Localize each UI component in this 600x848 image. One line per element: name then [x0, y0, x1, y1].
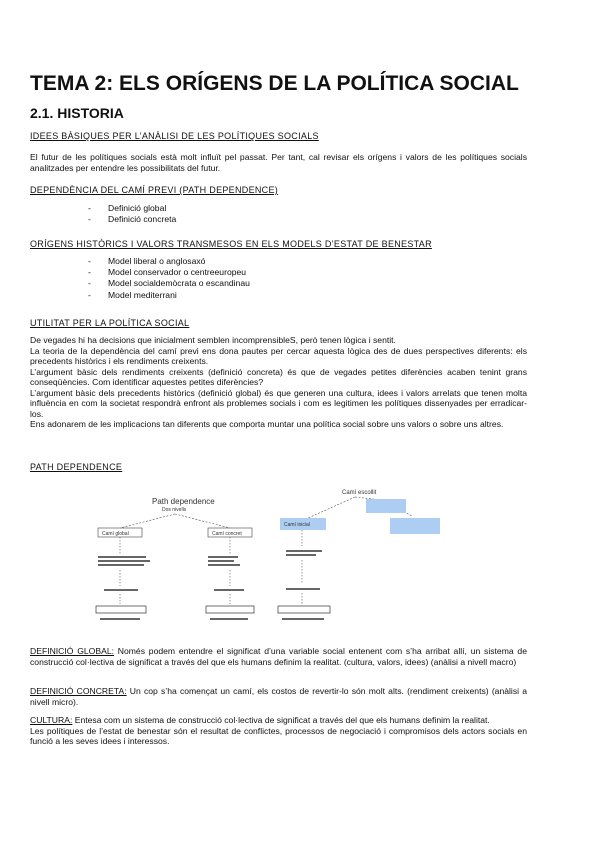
heading-origens-historics: ORÍGENS HISTÒRICS I VALORS TRANSMESOS EN ELS MODELS D’ESTAT DE BENESTAR	[30, 239, 432, 249]
figure-right-box-label: Camí inicial	[284, 522, 310, 528]
paragraph-text: El futur de les polítiques socials està molt influït pel passat. Per tant, cal revisar els orígens i valors de les polítiques socials analitzades per entendre les possibilitats del futur.	[30, 152, 527, 173]
figure-text-block	[100, 618, 140, 620]
list-item: - Definició concreta	[88, 214, 176, 225]
path-dependence-figure	[80, 484, 500, 634]
figure-text-block	[286, 588, 320, 590]
figure-box-bottom	[278, 606, 330, 613]
paragraph-text	[30, 646, 527, 667]
figure-box-global-label: Camí global	[102, 531, 129, 537]
paragraph-definicio-global	[30, 646, 527, 667]
heading-dependencia-cami: DEPENDÈNCIA DEL CAMÍ PREVI (PATH DEPENDENCE)	[30, 185, 279, 195]
paragraph-line: La teoria de la dependència del camí previ ens dona pautes per cercar aquesta lògica des de dues perspectives diferents: els precedents històrics i els rendiments creixents.	[30, 345, 527, 366]
figure-box-bottom	[206, 606, 254, 613]
paragraph-line: Ens adonarem de les implicacions tan diferents que comporta muntar una política social sobre uns valors o sobre uns altres.	[30, 419, 504, 429]
figure-highlight-box	[390, 518, 440, 534]
paragraph-line: L’argument bàsic dels rendiments creixents (definició concreta) és que de vegades petites diferències acaben tenint grans conseqüències. Com identificar aquestes petites diferències?	[30, 366, 527, 387]
figure-left-title: Path dependence	[152, 497, 215, 506]
paragraph-text	[30, 686, 527, 707]
term-text: Entesa com un sistema de construcció col·lectiva de significat a través del que els humans definim la realitat.	[72, 715, 490, 725]
figure-right-title: Camí escollit	[342, 490, 377, 496]
figure-text-block	[210, 618, 248, 620]
term-label: CULTURA:	[30, 715, 73, 725]
term-label: DEFINICIÓ CONCRETA:	[30, 686, 127, 696]
paragraph-line: L’argument bàsic dels precedents històrics (definició global) és que generen una cultura, idees i valors arrelats que tenen molta influència en com la societat respondrà enfront als problemes socials i com es legitimen les polítiques dissenyades per erradicar-los.	[30, 387, 527, 419]
heading-utilitat: UTILITAT PER LA POLÍTICA SOCIAL	[30, 318, 190, 328]
list-definicions	[88, 203, 176, 225]
figure-text-block	[214, 589, 244, 591]
figure-text-block	[286, 554, 316, 556]
figure-text-block	[98, 556, 146, 558]
figure-connector	[308, 497, 355, 518]
figure-text-block	[208, 556, 238, 558]
term-label: DEFINICIÓ GLOBAL:	[30, 646, 115, 656]
figure-left-subtitle: Dos nivells	[162, 507, 187, 513]
list-item: - Model mediterrani	[88, 290, 250, 301]
figure-connector	[175, 514, 230, 528]
section-subtitle: 2.1. HISTORIA	[30, 105, 124, 121]
figure-text-block	[208, 560, 234, 562]
term-text: Només podem entendre el significat d’una variable social entenent com s’ha arribat allí, un sistema de construcció col·lectiva de significat a través del que els humans definim la realitat. (cultura, valors, idees) (anàlisi a nivell macro)	[30, 646, 527, 667]
page-title: TEMA 2: ELS ORÍGENS DE LA POLÍTICA SOCIAL	[30, 72, 519, 95]
paragraph-utilitat	[30, 335, 527, 430]
paragraph-text	[30, 715, 527, 726]
figure-text-block	[282, 618, 324, 620]
figure-text-block	[104, 589, 138, 591]
figure-text-block	[286, 550, 322, 552]
list-models	[88, 256, 250, 301]
list-item: - Model liberal o anglosaxó	[88, 256, 250, 267]
heading-idees-basiques: IDEES BÀSIQUES PER L’ANÀLISI DE LES POLÍTIQUES SOCIALS	[30, 131, 319, 141]
figure-box-concret-label: Camí concret	[212, 531, 242, 537]
figure-connector	[120, 514, 175, 528]
paragraph-idees-basiques	[30, 152, 527, 173]
figure-text-block	[98, 564, 144, 566]
paragraph-cultura	[30, 715, 527, 747]
paragraph-definicio-concreta	[30, 686, 527, 707]
list-item: - Definició global	[88, 203, 176, 214]
list-item: - Model conservador o centreeuropeu	[88, 267, 250, 278]
term-text: Un cop s’ha començat un camí, els costos de revertir-lo són molt alts. (rendiment creixents) (anàlisi a nivell micro).	[30, 686, 528, 707]
paragraph-text: Les polítiques de l’estat de benestar són el resultat de conflictes, processos de negociació i compromisos dels actors socials en funció a les seves idees i interessos.	[30, 725, 527, 746]
figure-box-bottom	[96, 606, 146, 613]
list-item: - Model socialdemòcrata o escandinau	[88, 278, 250, 289]
figure-text-block	[98, 560, 150, 562]
figure-highlight-box	[366, 499, 406, 513]
heading-path-dependence: PATH DEPENDENCE	[30, 462, 123, 472]
figure-text-block	[208, 564, 240, 566]
paragraph-line: De vegades hi ha decisions que inicialment semblen incomprensibleS, però tenen lògica i sentit.	[30, 335, 396, 345]
